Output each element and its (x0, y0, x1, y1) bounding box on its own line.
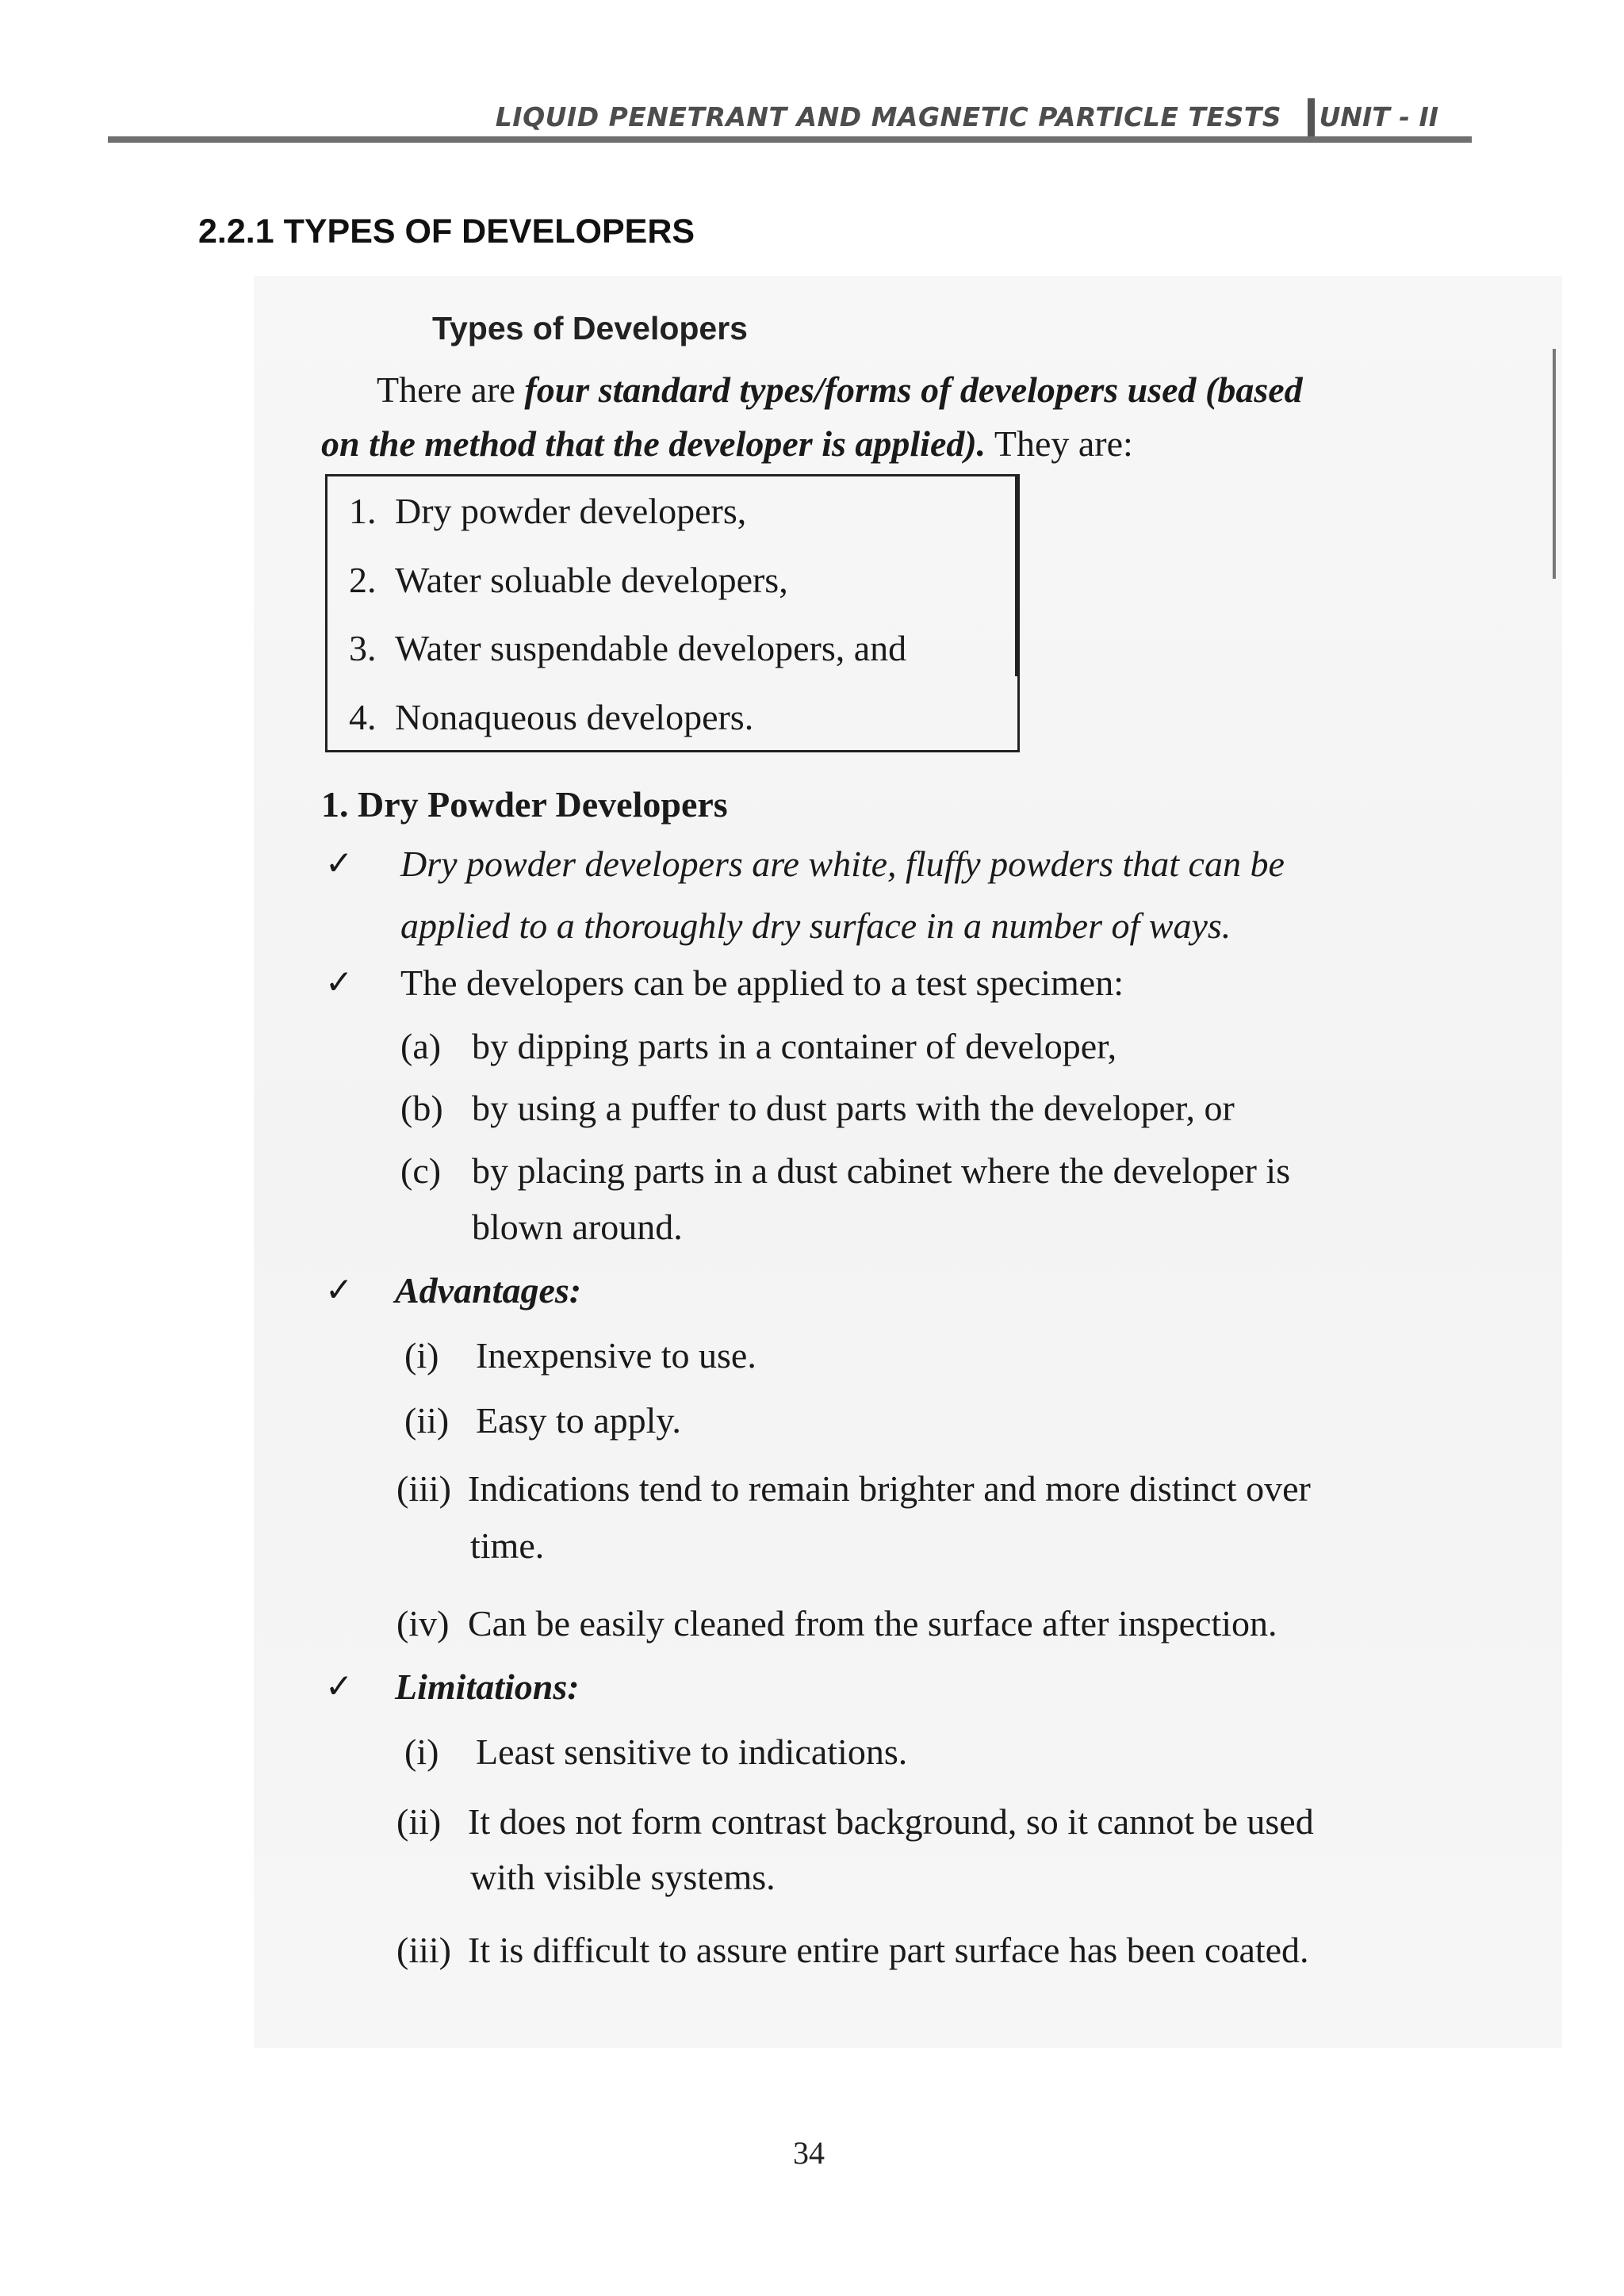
item-text: Dry powder developers, (395, 491, 747, 531)
method-text: by placing parts in a dust cabinet where the developer is (472, 1150, 1291, 1191)
header-title: LIQUID PENETRANT AND MAGNETIC PARTICLE TESTS (495, 101, 1281, 132)
dry-description-2: applied to a thoroughly dry surface in a number of ways. (400, 905, 1231, 946)
limitation-label: (ii) (396, 1801, 442, 1842)
limitation-label: (iii) (396, 1930, 451, 1970)
method-item (400, 1085, 1235, 1132)
method-text: by using a puffer to dust parts with the developer, or (472, 1088, 1235, 1128)
developer-type-item (349, 694, 753, 741)
limitation-label: (i) (404, 1732, 439, 1772)
check-icon: ✓ (325, 1270, 354, 1309)
intro-line-2 (321, 420, 1133, 468)
item-text: Water soluable developers, (395, 560, 788, 600)
method-label: (a) (400, 1026, 442, 1066)
developer-type-item (349, 557, 788, 604)
limitation-item (396, 1927, 1309, 1974)
applied-intro: The developers can be applied to a test specimen: (400, 962, 1124, 1003)
limitation-text: Least sensitive to indications. (476, 1732, 908, 1772)
advantage-item (404, 1397, 681, 1445)
dry-powder-heading: 1. Dry Powder Developers (321, 784, 728, 825)
advantage-iii-continued: time. (470, 1525, 545, 1566)
advantage-label: (i) (404, 1335, 439, 1376)
advantage-item (396, 1600, 1277, 1647)
method-item (400, 1147, 1290, 1195)
method-item (400, 1023, 1116, 1070)
advantage-item (404, 1332, 756, 1380)
limitation-ii-continued: with visible systems. (470, 1857, 776, 1897)
method-text: by dipping parts in a container of developer, (472, 1026, 1117, 1066)
limitation-item (396, 1798, 1314, 1846)
advantage-label: (ii) (404, 1400, 450, 1441)
advantage-item (396, 1465, 1311, 1513)
advantage-text: Can be easily cleaned from the surface after inspection. (468, 1603, 1277, 1644)
method-c-continued: blown around. (472, 1207, 683, 1247)
developer-type-item (349, 625, 906, 672)
advantage-label: (iv) (396, 1603, 450, 1644)
check-icon: ✓ (325, 844, 354, 882)
advantage-text: Inexpensive to use. (476, 1335, 756, 1376)
advantage-text: Easy to apply. (476, 1400, 681, 1441)
item-text: Nonaqueous developers. (395, 697, 754, 737)
intro-emphasis-2: on the method that the developer is applied). (321, 423, 986, 464)
advantages-heading: Advantages: (395, 1270, 582, 1311)
limitations-heading: Limitations: (395, 1667, 580, 1707)
scan-heading: Types of Developers (432, 310, 748, 346)
item-number: 4. (349, 697, 377, 737)
intro-lead: There are (377, 369, 525, 410)
intro-line-1 (377, 366, 1303, 414)
intro-emphasis-1: four standard types/forms of developers used (based (524, 369, 1303, 410)
check-icon: ✓ (325, 1667, 354, 1705)
item-text: Water suspendable developers, and (395, 628, 907, 668)
intro-tail: They are: (986, 423, 1133, 464)
dry-description-1: Dry powder developers are white, fluffy powders that can be (400, 844, 1285, 884)
developer-type-item (349, 488, 746, 535)
limitation-text: It does not form contrast background, so it cannot be used (468, 1801, 1314, 1842)
header-unit: UNIT - II (1319, 101, 1438, 132)
check-icon: ✓ (325, 962, 354, 1001)
advantage-label: (iii) (396, 1468, 451, 1509)
limitation-item (404, 1728, 907, 1776)
advantage-text: Indications tend to remain brighter and more distinct over (468, 1468, 1311, 1509)
page-number: 34 (793, 2135, 825, 2171)
method-label: (c) (400, 1150, 442, 1191)
section-title: 2.2.1 TYPES OF DEVELOPERS (198, 212, 695, 251)
item-number: 1. (349, 491, 377, 531)
item-number: 3. (349, 628, 377, 668)
limitation-text: It is difficult to assure entire part surface has been coated. (468, 1930, 1309, 1970)
method-label: (b) (400, 1088, 443, 1128)
box-divider (1015, 474, 1017, 676)
item-number: 2. (349, 560, 377, 600)
